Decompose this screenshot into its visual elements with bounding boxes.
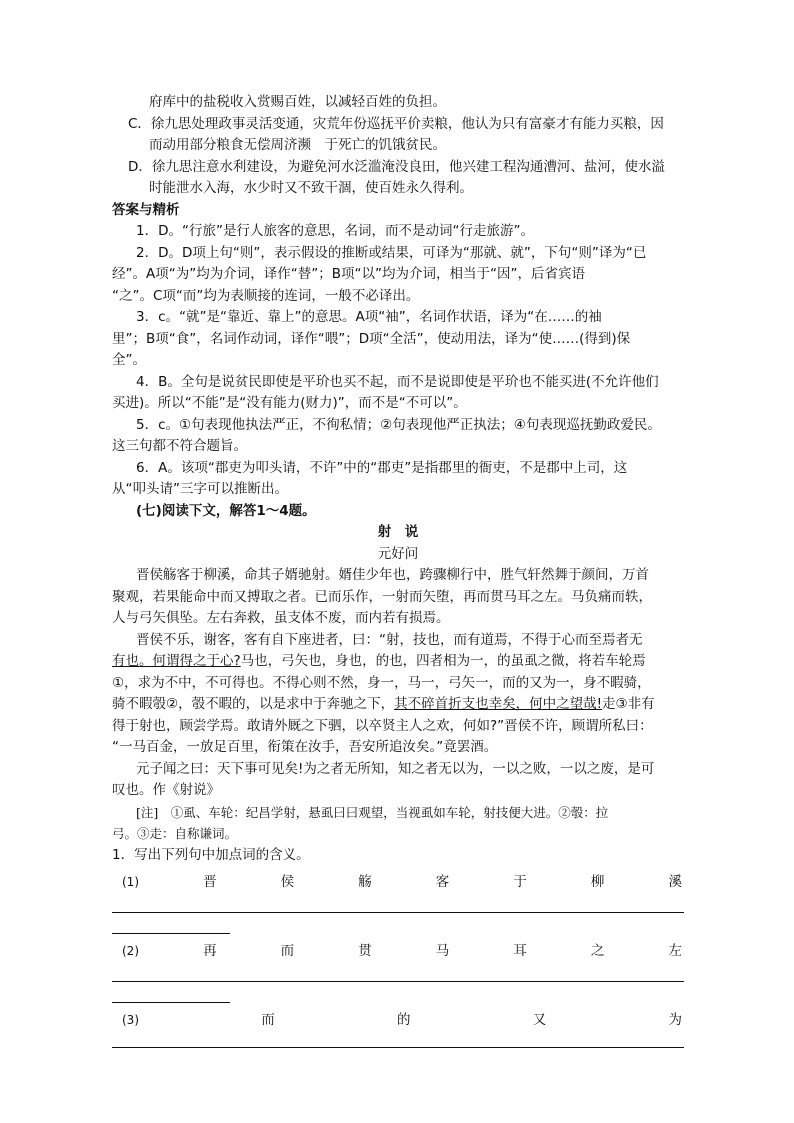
answer-line: 2．D。D项上句“则”，表示假设的推断或结果，可译为“那就、就”，下句“则”译为“已 <box>136 244 647 261</box>
sentence-char: 的 <box>397 1012 411 1028</box>
underlined-phrase: 有也。何谓得之于心? <box>112 653 241 669</box>
option-d-line: 时能泄水入海，水少时又不致干涸，使百姓永久得利。 <box>149 180 473 196</box>
answer-line: 买进)。所以“不能”是“没有能力(财力)”，而不是“不可以”。 <box>112 395 467 411</box>
question-sentence <box>112 1010 684 1031</box>
answer-line: 6．A。该项“郡吏为叩头请，不许”中的“郡吏”是指郡里的衙吏，不是郡中上司，这 <box>136 459 628 476</box>
passage-line: 聚观，若果能命中而又搏取之者。已而乐作，一射而矢堕，再而贯马耳之左。马负痛而轶， <box>112 588 652 605</box>
item-number: (1) <box>122 875 139 889</box>
passage-line: 晋侯觞客于柳溪，命其子婿驰射。婿佳少年也，跨骤柳行中，胜气轩然舞于颜间，万首 <box>136 567 649 583</box>
sentence-char: 之 <box>590 943 605 959</box>
sentence-char: 又 <box>532 1012 547 1028</box>
sentence-char: 于 <box>513 874 527 890</box>
annotation-note: [注] ①虱、车轮：纪昌学射，悬虱曰曰观望，当视虱如车轮，射技便大进。②彀：拉 <box>136 804 609 820</box>
underlined-phrase: 其不碎首折支也幸矣，何中之望哉! <box>394 696 603 712</box>
passage-text: 马也，弓矢也，身也，的也，四者相为一，的虽虱之微，将若车轮焉 <box>240 653 646 669</box>
answer-line: 4．B。全句是说贫民即使是平玠也买不起，而不是说即使是平玠也不能买进(不允许他们 <box>136 373 659 390</box>
question-item-2 <box>112 941 684 1003</box>
option-d-line: D．徐九思注意水利建设，为避免河水泛滥淹没良田，他兴建工程沟通漕河、盐河，使水溢 <box>128 158 665 175</box>
passage-line: 元子闻之曰：天下事可见矣!为之者无所知，知之者无以为，一以之败，一以之废，是可 <box>136 760 655 777</box>
answer-line: “之”。C项“而”均为表顺接的连词，一般不必译出。 <box>112 287 420 304</box>
document-page <box>112 92 684 1048</box>
sentence-char: 贯 <box>358 943 372 959</box>
passage-line: “一马百金，一放足百里，衔策在汝手，吾安所追汝矣。”竟罢酒。 <box>112 739 498 755</box>
option-b-continuation: 府库中的盐税收入赏赐百姓，以减轻百姓的负担。 <box>149 94 446 110</box>
sentence-char: 耳 <box>513 943 527 959</box>
passage-line: 晋侯不乐，谢客，客有自下座进者，曰：“射，技也，而有道焉，不得于心而至焉者无 <box>136 631 643 648</box>
answer-line: 5．c。①句表现他执法严正，不徇私情；②句表现他严正执法；④句表现巡抚勤政爱民。 <box>136 416 661 433</box>
passage-line <box>112 651 684 673</box>
passage-text: 骑不暇彀②，彀不暇的，以是求中于奔驰之下， <box>112 696 395 712</box>
sentence-char: 客 <box>435 874 450 890</box>
annotation-note: 弓。③走：自称谦词。 <box>112 826 238 841</box>
answer-blank-line[interactable] <box>112 981 684 982</box>
answer-line: 经”。A项“为”均为介词，译作“替”；B项“以”均为介词，相当于“因”，后省宾语 <box>112 266 585 282</box>
question-sentence <box>112 941 684 962</box>
passage-text: 走③非有 <box>602 696 655 712</box>
sentence-char: 晋 <box>203 874 217 890</box>
sentence-char: 为 <box>668 1012 682 1028</box>
passage-line: 人与弓矢俱坠。左右奔救，虽支体不废，而内若有损焉。 <box>112 610 450 626</box>
answer-line: 从“叩头请”三字可以推断出。 <box>112 481 288 497</box>
sentence-char: 再 <box>203 943 217 959</box>
section-prompt: (七)阅读下文，解答1～4题。 <box>136 502 316 519</box>
passage-line: 叹也。作《射说》 <box>112 782 220 798</box>
answers-heading: 答案与精析 <box>112 201 180 218</box>
item-number: (3) <box>122 1013 139 1027</box>
question-prompt: 1．写出下列句中加点词的含义。 <box>112 846 310 863</box>
answer-line: 里”；B项“食”，名词作动词，译作“喂”；D项“全活”，使动用法，译为“使……(得到)保 <box>112 330 631 347</box>
sentence-char: 左 <box>668 943 682 959</box>
option-c-line: 而动用部分粮食无偿周济濒 于死亡的饥饿贫民。 <box>149 137 446 153</box>
option-c-line: C．徐九思处理政事灵活变通，灾荒年份巡抚平价卖粮，他认为只有富豪才有能力买粮，因 <box>128 115 664 132</box>
passage-author: 元好问 <box>377 545 419 562</box>
answer-line: 这三句都不符合题旨。 <box>112 438 247 454</box>
question-sentence <box>112 872 684 893</box>
sentence-char: 觞 <box>358 874 372 890</box>
answer-blank-line[interactable] <box>112 933 230 934</box>
answer-line: 全”。 <box>112 352 146 368</box>
passage-line: 得于射也，顾尝学焉。敢请外厩之下驷，以卒贤主人之欢，何如?”晋侯不许，顾谓所私曰： <box>112 717 653 734</box>
passage-line: ①，求为不中，不可得也。不得心则不然，身一，马一，弓矢一，而的又为一，身不暇骑， <box>112 674 651 691</box>
answer-line: 1．D。“行旅”是行人旅客的意思，名词，而不是动词“行走旅游”。 <box>136 223 534 239</box>
question-item-3 <box>112 1010 684 1048</box>
answer-line: 3．c。“就”是“靠近、靠上”的意思。A项“袖”，名词作状语，译为“在……的袖 <box>136 309 602 325</box>
sentence-char: 马 <box>435 943 450 959</box>
item-number: (2) <box>122 944 139 958</box>
passage-title: 射 说 <box>377 524 419 540</box>
question-item-1 <box>112 872 684 934</box>
sentence-char: 溪 <box>668 874 682 890</box>
answer-blank-line[interactable] <box>112 1047 684 1048</box>
answer-blank-line[interactable] <box>112 1002 230 1003</box>
sentence-char: 而 <box>261 1012 275 1028</box>
sentence-char: 柳 <box>590 874 605 890</box>
sentence-char: 侯 <box>280 874 295 890</box>
sentence-char: 而 <box>280 943 295 959</box>
passage-line <box>112 694 684 716</box>
answer-blank-line[interactable] <box>112 912 684 913</box>
